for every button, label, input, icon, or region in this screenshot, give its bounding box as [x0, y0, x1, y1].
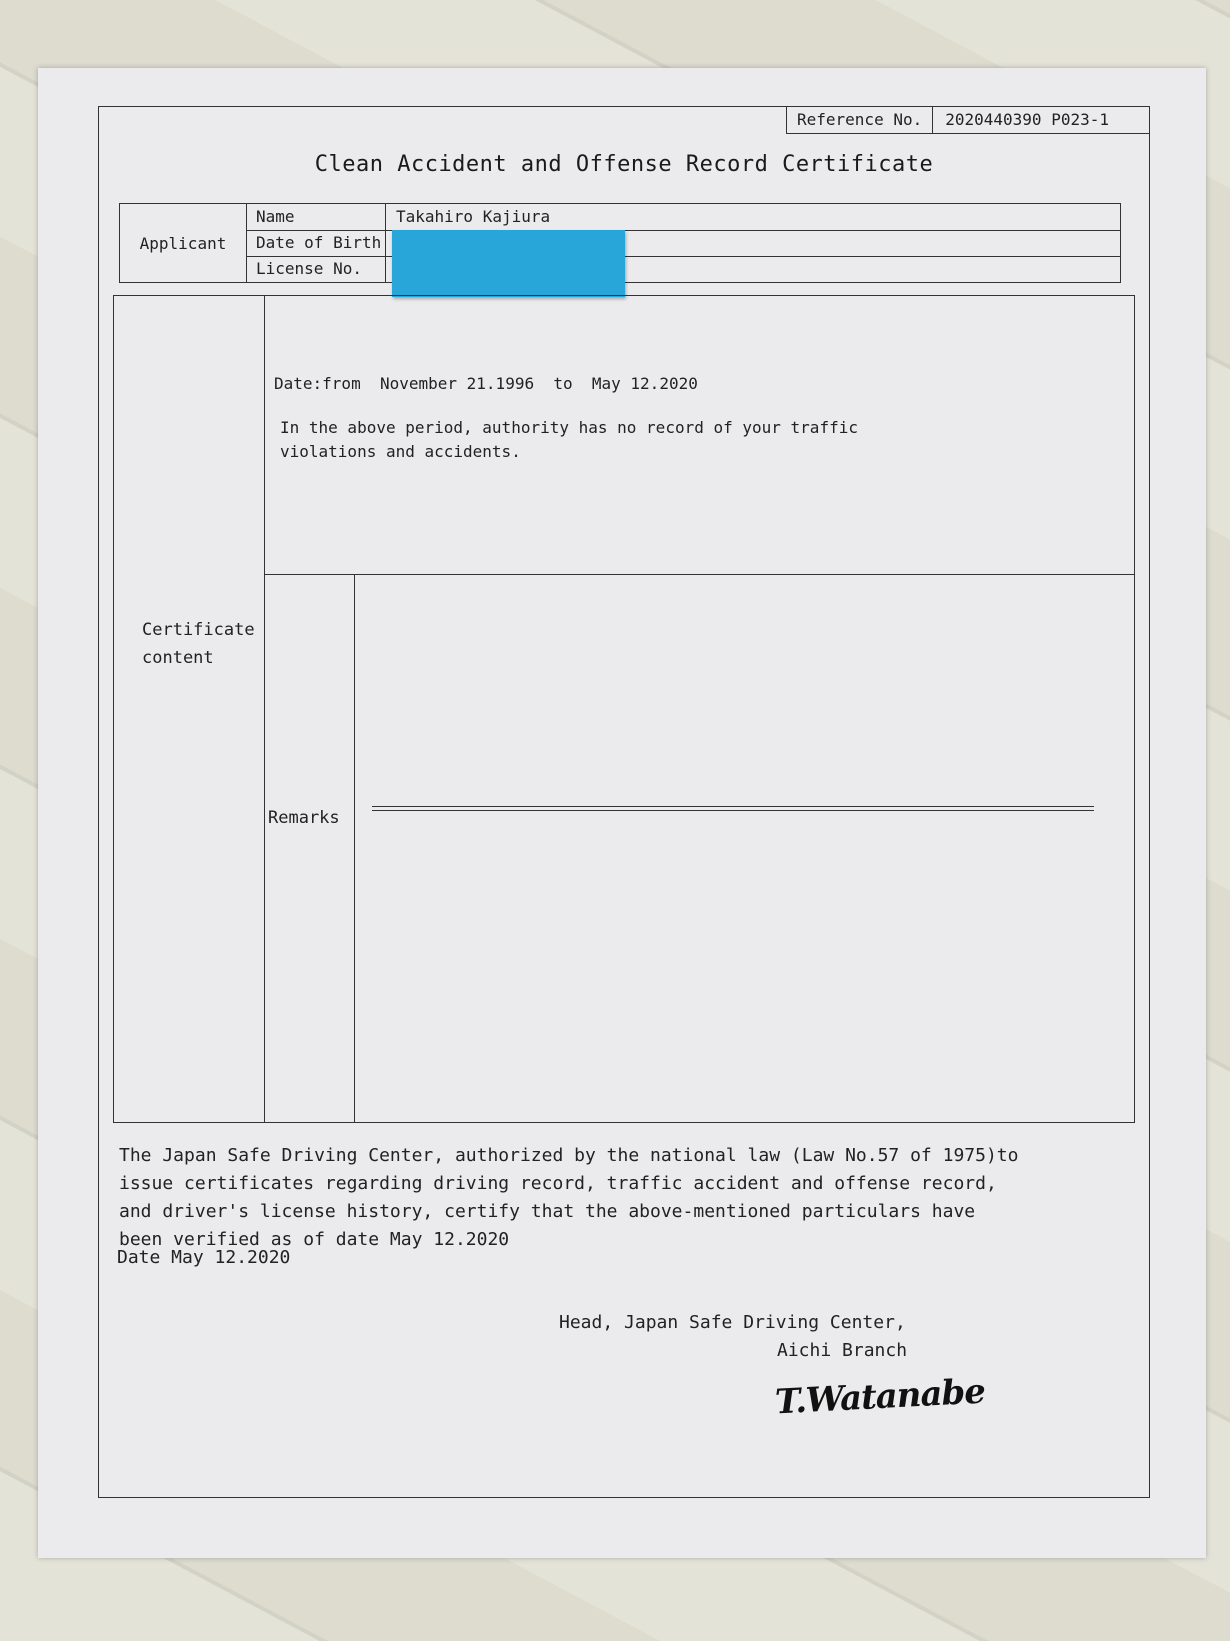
record-period: Date:from November 21.1996 to May 12.2020 — [274, 374, 698, 393]
reference-box — [786, 107, 1149, 134]
license-field-label: License No. — [246, 256, 386, 282]
signature: T.Watanabe — [774, 1371, 986, 1423]
label-line-2: content — [142, 648, 214, 668]
applicant-label: Applicant — [120, 204, 247, 282]
certificate-paper — [38, 68, 1206, 1558]
certificate-content-table — [113, 295, 1135, 1123]
certificate-content-label — [142, 616, 255, 672]
signatory-title: Head, Japan Safe Driving Center, — [559, 1312, 906, 1333]
reference-label: Reference No. — [787, 107, 933, 133]
record-period-cell — [264, 296, 1134, 575]
remarks-label-cell — [264, 574, 355, 1122]
no-record-statement: In the above period, authority has no record of your traffic violations and accidents. — [280, 418, 858, 461]
reference-number: 2020440390 P023-1 — [945, 110, 1109, 129]
applicant-table — [119, 203, 1121, 283]
name-field-label: Name — [246, 204, 386, 230]
remarks-label: Remarks — [268, 808, 340, 828]
name-value: Takahiro Kajiura — [396, 207, 551, 226]
birth-date-field-label: Date of Birth — [246, 230, 386, 256]
document-title: Clean Accident and Offense Record Certificate — [314, 152, 934, 177]
remarks-double-rule — [372, 806, 1094, 811]
certificate-frame — [98, 106, 1150, 1498]
certificate-content-label-cell — [114, 296, 265, 1122]
label-line-1: Certificate — [142, 620, 255, 640]
redaction-sticker — [392, 230, 625, 297]
signatory-branch: Aichi Branch — [777, 1340, 908, 1361]
issue-date: Date May 12.2020 — [117, 1247, 291, 1268]
verification-statement: The Japan Safe Driving Center, authorized by the national law (Law No.57 of 1975)to issue certificates regarding driving record, traffic accident and offense record, and driver's license history, certify that the above-mentioned particulars have been verified as of date May 12.2020 — [119, 1145, 1019, 1250]
